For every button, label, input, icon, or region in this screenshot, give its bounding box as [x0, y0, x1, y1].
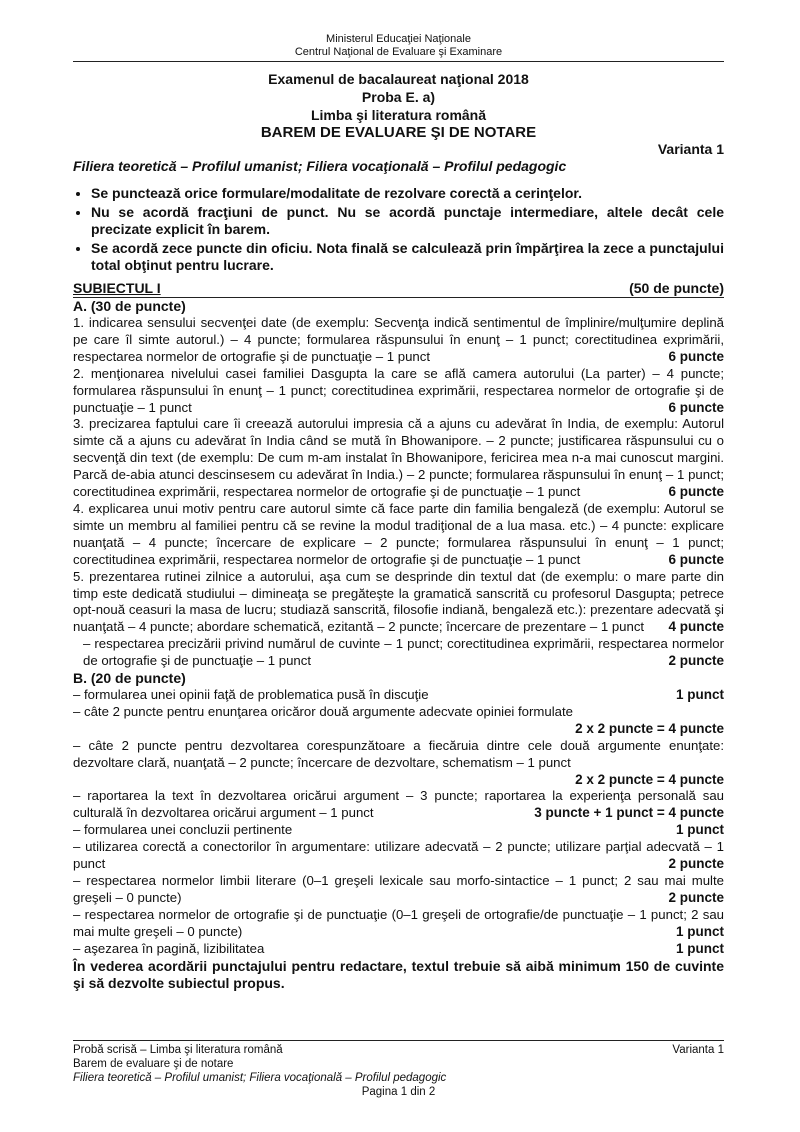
- criterion-text: – formularea unei concluzii pertinente: [73, 822, 293, 838]
- ministry-name: Ministerul Educaţiei Naţionale: [326, 33, 471, 45]
- item-text: 5. prezentarea rutinei zilnice a autorului, aşa cum se desprinde din textul dat (de exemplu: o mare parte din timp este dedicată studiului – dimineaţa se pregăteşte la gramatică sanscrită cu profesorul Dasgupta; petrece opt-nouă ceasuri la masa de lucru; studiază sanscrită, filosofie indiană, bengaleză etc.): prezentare adecvată şi nuanţată – 4 puncte; abordare schematică, ezitantă – 2 puncte; încercare de prezentare – 1 punct: [73, 568, 724, 635]
- item-a3: [73, 416, 724, 501]
- item-text: 2. menţionarea nivelului casei familiei Dasgupta la care se află camera autorului (La parter) – 4 puncte; formularea răspunsului în enunţ – 1 punct; corectitudinea exprimării, respectarea normelor de ortografie şi de punctuaţie – 1 punct: [73, 365, 724, 415]
- item-text: 1. indicarea sensului secvenţei date (de exemplu: Secvenţa indică sentimentul de împlinire/mulţumire deplină pe care îl simte autorul.) – 4 puncte; formularea răspunsului în enunţ – 1 punct; corectitudinea exprimării, respectarea normelor de ortografie şi de punctuaţie – 1 punct: [73, 315, 724, 364]
- item-a2: [73, 366, 724, 417]
- criterion-points: 1 punct: [675, 822, 724, 838]
- item-points: 4 puncte: [668, 619, 724, 635]
- criterion-points: 1 punct: [675, 687, 724, 703]
- criterion-b5: [73, 822, 724, 839]
- exam-title: Examenul de bacalaureat naţional 2018: [268, 71, 529, 87]
- section-a-title: A. (30 de puncte): [73, 298, 186, 314]
- instructions-list: [73, 185, 724, 274]
- footer-variant: Varianta 1: [672, 1044, 724, 1056]
- footer-barem: Barem de evaluare şi de notare: [73, 1058, 234, 1070]
- criterion-b2-points: 2 x 2 puncte = 4 puncte: [575, 720, 724, 736]
- criterion-text: – aşezarea în pagină, lizibilitatea: [73, 940, 265, 956]
- item-points: 6 puncte: [668, 348, 724, 364]
- item-points: 6 puncte: [668, 484, 724, 500]
- criterion-text: – utilizarea corectă a conectorilor în argumentare: utilizare adecvată – 2 puncte; utilizare parţial adecvată – 1 punct: [73, 839, 724, 872]
- document-page: [73, 0, 724, 992]
- item-a4: [73, 501, 724, 569]
- criterion-b4: [73, 788, 724, 822]
- criterion-points: 1 punct: [675, 923, 724, 939]
- criterion-b8: [73, 907, 724, 941]
- criterion-b2: – câte 2 puncte pentru enunţarea oricăror două argumente adecvate opiniei formulate: [73, 703, 573, 719]
- criterion-points: 2 puncte: [668, 856, 724, 872]
- criterion-points: 2 puncte: [668, 889, 724, 905]
- subject-heading: [73, 280, 724, 298]
- item-text: – respectarea precizării privind numărul de cuvinte – 1 punct; corectitudinea exprimării, respectarea normelor de ortografie şi de punctuaţie – 1 punct: [83, 636, 724, 669]
- page-number: Pagina 1 din 2: [361, 1086, 436, 1098]
- criterion-points: 3 puncte + 1 punct = 4 puncte: [534, 805, 724, 821]
- footer-row: [73, 1043, 724, 1057]
- center-name: Centrul Naţional de Evaluare şi Examinare: [294, 46, 503, 58]
- criterion-b7: [73, 873, 724, 907]
- footer-exam: Probă scrisă – Limba şi literatura română: [73, 1044, 283, 1056]
- criterion-b6: [73, 839, 724, 873]
- criterion-points: 1 punct: [675, 940, 724, 956]
- header-rule: [73, 61, 724, 62]
- final-note: În vederea acordării punctajului pentru redactare, textul trebuie să aibă minimum 150 de cuvinte şi să dezvolte subiectul propus.: [73, 957, 724, 991]
- header: [73, 33, 724, 59]
- subject-title: Limba şi literatura română: [310, 107, 487, 123]
- instruction-item: • Se punctează orice formulare/modalitate de rezolvare corectă a cerinţelor.: [91, 185, 724, 202]
- page-footer: [73, 1040, 724, 1099]
- criterion-text: – respectarea normelor de ortografie şi de punctuaţie (0–1 greşeli de ortografie/de punctuaţie – 1 punct; 2 sau mai multe greşeli – 0 puncte): [73, 906, 724, 939]
- item-points: 6 puncte: [668, 399, 724, 415]
- subject-points: (50 de puncte): [629, 280, 724, 296]
- item-a5: [73, 569, 724, 637]
- item-text: 3. precizarea faptului care îi creează autorului impresia că a ajuns cu adevărat în India, de exemplu: Autorul simte că a ajuns cu adevărat în India când se mută în Bhowanipore. – 2 puncte; justificarea răspunsului cu o secvenţă din text (de exemplu: De cum m-am instalat în Bhowanipore, fericirea mea n-a mai cunoscut margini. Parcă de-abia atunci descinsesem cu adevărat în India.) – 2 puncte; formularea răspunsului în enunţ – 1 punct; corectitudinea exprimării, respectarea normelor de ortografie şi de punctuaţie – 1 punct: [73, 416, 724, 500]
- item-points: 6 puncte: [668, 551, 724, 567]
- subject-name: SUBIECTUL I: [73, 280, 161, 296]
- proba-title: Proba E. a): [361, 89, 436, 105]
- barem-title: BAREM DE EVALUARE ŞI DE NOTARE: [260, 124, 537, 141]
- criterion-text: – respectarea normelor limbii literare (0–1 greşeli lexicale sau morfo-sintactice – 1 punct; 2 sau mai multe greşeli – 0 puncte): [73, 873, 724, 905]
- filiera-line: Filiera teoretică – Profilul umanist; Filiera vocaţională – Profilul pedagogic: [73, 158, 567, 174]
- item-text: 4. explicarea unui motiv pentru care autorul simte că face parte din familia bengaleză (de exemplu: Autorul se simte un membru al familiei pentru că se revine la modul tradiţional de a lua masa. etc.) – 4 puncte: explicare nuanţată – 4 puncte; încercare de explicare – 2 puncte; formularea răspunsului în enunţ – 1 punct; corectitudinea exprimării, respectarea normelor de ortografie şi de punctuaţie – 1 punct: [73, 500, 724, 567]
- instruction-item: • Nu se acordă fracţiuni de punct. Nu se acordă punctaje intermediare, altele decât cele precizate explicit în barem.: [91, 204, 724, 238]
- section-b-title: B. (20 de puncte): [73, 670, 186, 687]
- criterion-b9: [73, 941, 724, 958]
- instruction-item: • Se acordă zece puncte din oficiu. Nota finală se calculează prin împărţirea la zece a punctajului total obţinut pentru lucrare.: [91, 240, 724, 274]
- criterion-b3-points: 2 x 2 puncte = 4 puncte: [575, 771, 724, 787]
- item-a5-extra: [73, 636, 724, 670]
- criterion-text: – raportarea la text în dezvoltarea oricărui argument – 3 puncte; raportarea la experienţa personală sau culturală în dezvoltarea oricărui argument – 1 punct: [73, 788, 724, 821]
- variant-label: Varianta 1: [657, 141, 724, 157]
- footer-filiera: Filiera teoretică – Profilul umanist; Filiera vocaţională – Profilul pedagogic: [73, 1072, 447, 1084]
- titles: [73, 70, 724, 142]
- item-points: 2 puncte: [668, 653, 724, 669]
- criterion-b3: – câte 2 puncte pentru dezvoltarea corespunzătoare a fiecăruia dintre cele două argumente enunţate: dezvoltare clară, nuanţată – 2 puncte; încercare de dezvoltare, schematism – 1 punct: [73, 737, 724, 770]
- item-a1: [73, 315, 724, 366]
- criterion-text: – formularea unei opinii faţă de problematica pusă în discuţie: [73, 687, 429, 703]
- criterion-b1: [73, 687, 724, 704]
